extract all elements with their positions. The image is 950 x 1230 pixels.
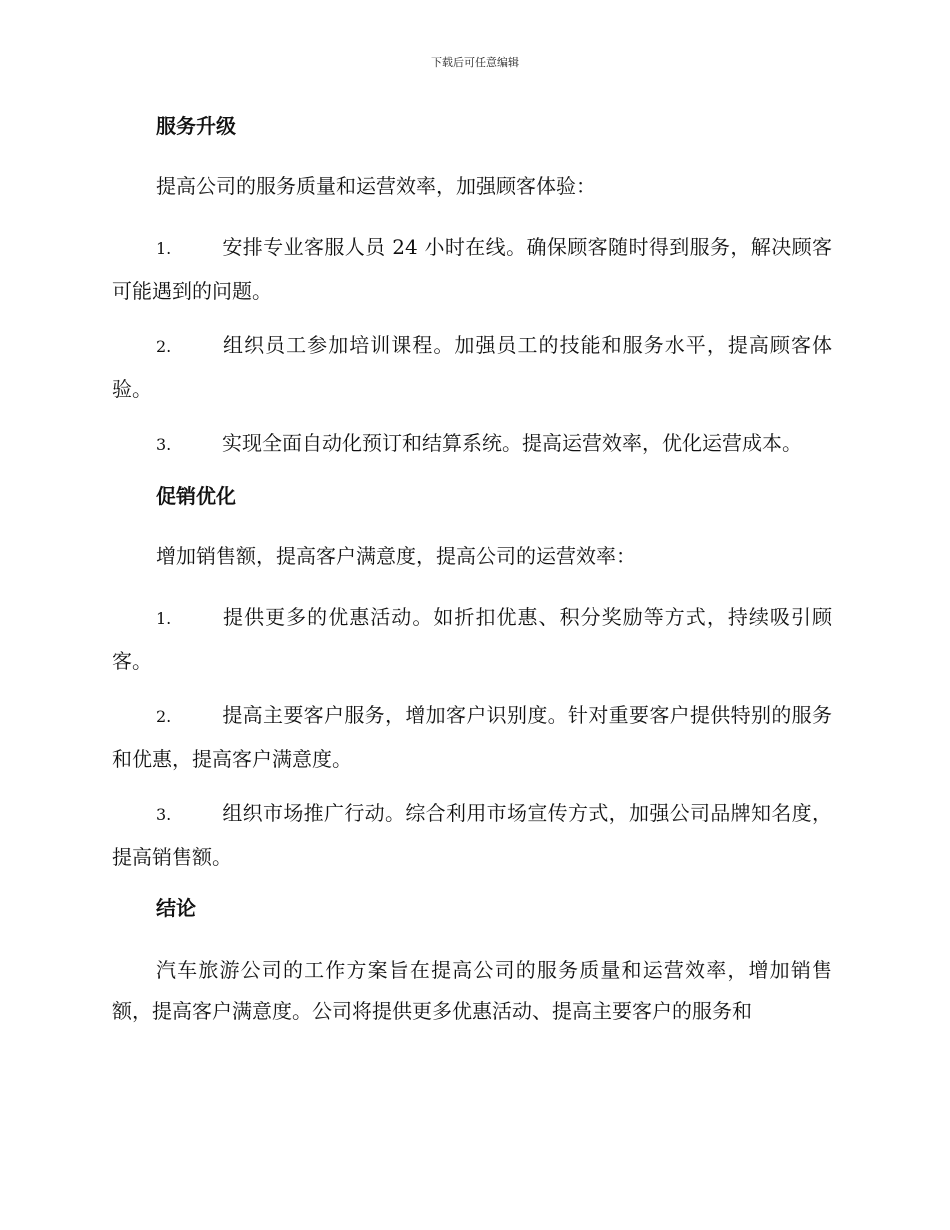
section-promotion-optimization — [112, 478, 832, 878]
page-header-note: 下载后可任意编辑 — [431, 56, 519, 69]
section-conclusion — [112, 890, 832, 1032]
document-body — [112, 108, 832, 1052]
conclusion-paragraph: 汽车旅游公司的工作方案旨在提高公司的服务质量和运营效率，增加销售额，提高客户满意度。公司将提供更多优惠活动、提高主要客户的服务和 — [112, 958, 832, 1023]
list-number: 1. — [156, 609, 172, 628]
section-heading: 促销优化 — [156, 484, 236, 508]
section-service-upgrade — [112, 108, 832, 466]
list-number: 1. — [156, 239, 172, 258]
list-item-text: 实现全面自动化预订和结算系统。提高运营效率，优化运营成本。 — [222, 431, 802, 455]
list-item — [112, 324, 832, 410]
section-intro: 提高公司的服务质量和运营效率，加强顾客体验： — [156, 174, 596, 198]
list-number: 3. — [156, 435, 172, 454]
list-number: 2. — [156, 337, 172, 356]
section-heading: 服务升级 — [156, 114, 236, 138]
list-item — [112, 422, 832, 466]
list-item — [112, 596, 832, 682]
list-item — [112, 226, 832, 312]
list-item-text: 提高主要客户服务，增加客户识别度。针对重要客户提供特别的服务和优惠，提高客户满意度。 — [112, 703, 832, 771]
section-intro: 增加销售额，提高客户满意度，提高公司的运营效率： — [156, 544, 636, 568]
list-number: 3. — [156, 805, 172, 824]
section-heading: 结论 — [156, 896, 196, 920]
list-item-text: 组织市场推广行动。综合利用市场宣传方式，加强公司品牌知名度，提高销售额。 — [112, 801, 832, 869]
list-item-text: 安排专业客服人员 24 小时在线。确保顾客随时得到服务，解决顾客可能遇到的问题。 — [112, 235, 832, 303]
list-item — [112, 694, 832, 780]
list-item-text: 提供更多的优惠活动。如折扣优惠、积分奖励等方式，持续吸引顾客。 — [112, 605, 832, 673]
list-item-text: 组织员工参加培训课程。加强员工的技能和服务水平，提高顾客体验。 — [112, 333, 832, 401]
list-number: 2. — [156, 707, 172, 726]
list-item — [112, 792, 832, 878]
